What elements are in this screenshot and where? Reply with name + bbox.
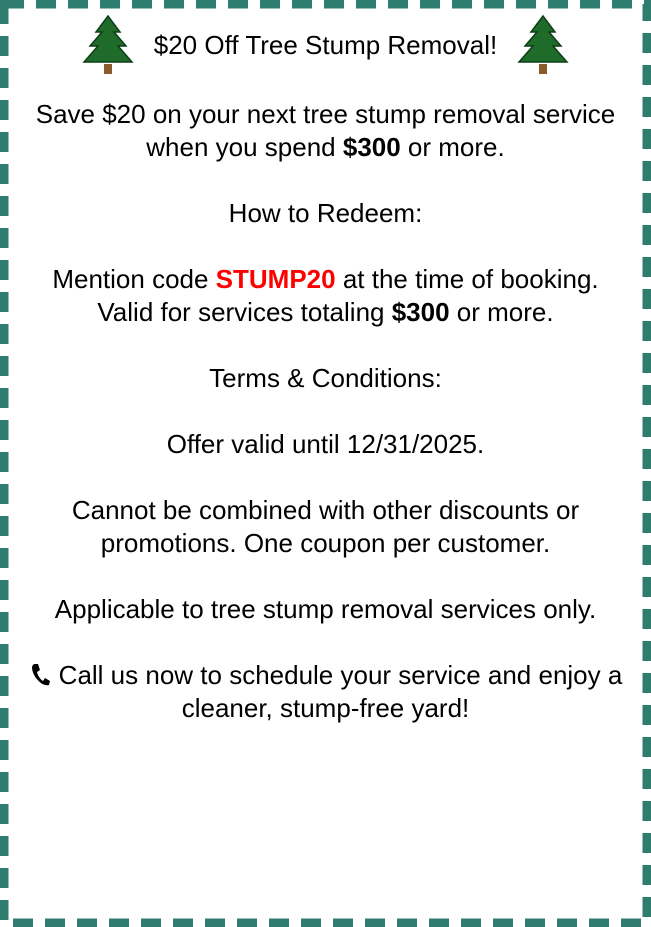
coupon-content [20,29,631,725]
spacer [20,626,631,659]
call-to-action [20,659,631,725]
spacer [20,80,631,98]
redeem-suffix: or more. [449,297,554,327]
spacer [20,560,631,593]
offer-intro [20,98,631,164]
redeem-prefix: Mention code [52,264,216,294]
coupon-title: $20 Off Tree Stump Removal! [153,29,498,60]
tree-icon [76,14,140,76]
term-validity: Offer valid until 12/31/2025. [166,429,485,459]
minimum-spend-amount: $300 [342,132,401,162]
redeem-heading: How to Redeem: [228,198,423,228]
offer-intro-suffix: or more. [400,132,505,162]
phone-icon [29,662,51,688]
coupon-title-row [20,10,631,80]
spacer [20,230,631,263]
promo-code: STUMP20 [215,264,336,294]
spacer [20,329,631,362]
term-no-combine: Cannot be combined with other discounts or promotions. One coupon per customer. [71,495,580,558]
spacer [20,164,631,197]
spacer [20,395,631,428]
redeem-middle: at the time of booking. Valid for services totaling [97,264,599,327]
spacer [20,461,631,494]
call-to-action-text: Call us now to schedule your service and enjoy a cleaner, stump-free yard! [58,660,623,723]
terms-heading: Terms & Conditions: [209,363,442,393]
offer-intro-text: Save $20 on your next tree stump removal service when you spend [35,99,616,162]
term-scope: Applicable to tree stump removal services only. [54,594,597,624]
redeem-instructions [20,263,631,329]
service-total-amount: $300 [391,297,450,327]
tree-icon [511,14,575,76]
